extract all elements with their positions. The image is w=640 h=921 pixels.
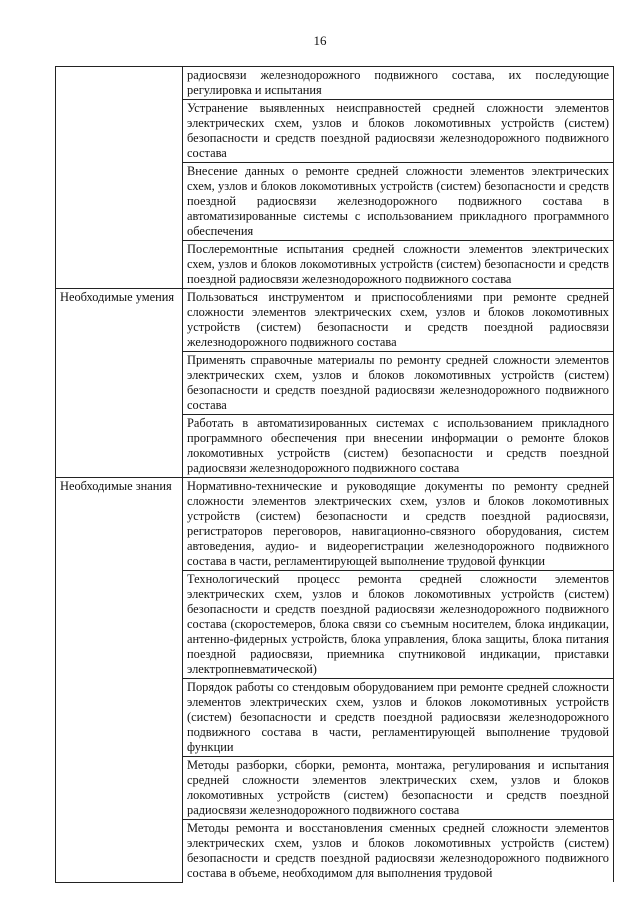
table-row <box>56 478 614 571</box>
row-text: радиосвязи железнодорожного подвижного состава, их последующие регулировка и испытания <box>183 67 614 100</box>
table-row <box>56 289 614 352</box>
table-row <box>56 67 614 100</box>
row-text: Применять справочные материалы по ремонту средней сложности элементов электрических схем, узлов и блоков локомотивных устройств (систем) безопасности и средств поездной радиосвязи железнодорожного подвижного состава <box>183 352 614 415</box>
row-label <box>56 67 183 289</box>
skills-label: Необходимые умения <box>56 289 183 478</box>
page-number: 16 <box>313 33 327 48</box>
row-text: Методы разборки, сборки, ремонта, монтажа, регулирования и испытания средней сложности элементов электрических схем, узлов и блоков локомотивных устройств (систем) безопасности и средств поездной радиосвязи железнодорожного подвижного состава <box>183 757 614 820</box>
row-text: Внесение данных о ремонте средней сложности элементов электрических схем, узлов и блоков локомотивных устройств (систем) безопасности и средств поездной радиосвязи железнодорожного подвижного состава в автоматизированные системы с использованием прикладного программного обеспечения <box>183 163 614 241</box>
row-text: Порядок работы со стендовым оборудованием при ремонте средней сложности элементов электрических схем, узлов и блоков локомотивных устройств (систем) безопасности и средств поездной радиосвязи железнодорожного подвижного состава в части, регламентирующей выполнение трудовой функции <box>183 679 614 757</box>
row-text: Методы ремонта и восстановления сменных средней сложности элементов электрических схем, узлов и блоков локомотивных устройств (систем) безопасности и средств поездной радиосвязи железнодорожного подвижного состава в объеме, необходимом для выполнения трудовой <box>183 820 614 883</box>
row-text: Послеремонтные испытания средней сложности элементов электрических схем, узлов и блоков локомотивных устройств (систем) безопасности и средств поездной радиосвязи железнодорожного подвижного состава <box>183 241 614 289</box>
knowledge-label: Необходимые знания <box>56 478 183 883</box>
row-text: Пользоваться инструментом и приспособлениями при ремонте средней сложности элементов электрических схем, узлов и блоков локомотивных устройств (систем) безопасности и средств поездной радиосвязи железнодорожного подвижного состава <box>183 289 614 352</box>
row-text: Устранение выявленных неисправностей средней сложности элементов электрических схем, узлов и блоков локомотивных устройств (систем) безопасности и средств поездной радиосвязи железнодорожного подвижного состава <box>183 100 614 163</box>
row-text: Технологический процесс ремонта средней сложности элементов электрических схем, узлов и блоков локомотивных устройств (систем) безопасности и средств поездной радиосвязи железнодорожного подвижного состава (скоростемеров, блока связи со съемным носителем, блока индикации, антенно-фидерных устройств, блока управления, блока защиты, блока питания поездной радиосвязи, приемника спутниковой индикации, приставки электропневматической) <box>183 571 614 679</box>
row-text: Работать в автоматизированных системах с использованием прикладного программного обеспечения при внесении информации о ремонте блоков локомотивных устройств (систем) безопасности и средств поездной радиосвязи железнодорожного подвижного состава <box>183 415 614 478</box>
row-text: Нормативно-технические и руководящие документы по ремонту средней сложности элементов электрических схем, узлов и блоков локомотивных устройств (систем) безопасности и средств поездной радиосвязи, регистраторов переговоров, навигационно-связного оборудования, систем автоведения, аудио- и видеорегистрации железнодорожного подвижного состава в части, регламентирующей выполнение трудовой функции <box>183 478 614 571</box>
requirements-table <box>55 66 614 883</box>
